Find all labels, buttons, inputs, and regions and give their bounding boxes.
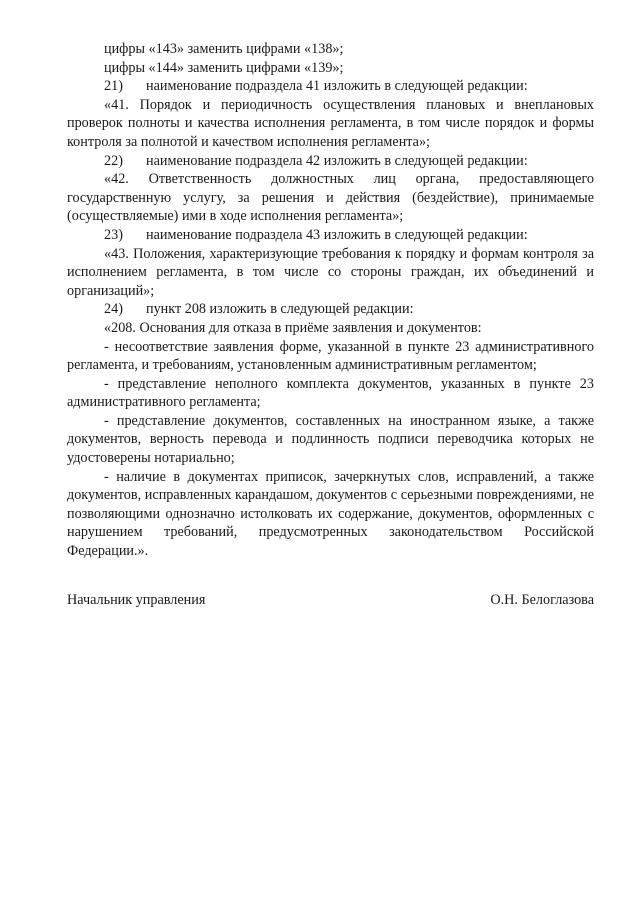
document-body xyxy=(67,40,594,561)
bullet-1: - несоответствие заявления форме, указанной в пункте 23 административного регламента, и требованиям, установленным административным регламентом; xyxy=(67,338,594,374)
bullet-4: - наличие в документах приписок, зачеркнутых слов, исправлений, а также документов, исправленных карандашом, документов с серьезными повреждениями, не позволяющими однозначно истолковать их содержание, документов, оформленных с нарушением требований, предусмотренных законодательством Российской Федерации.». xyxy=(67,468,594,560)
item-21 xyxy=(67,77,594,96)
item-23 xyxy=(67,226,594,245)
signature-block xyxy=(67,591,594,610)
signatory-position: Начальник управления xyxy=(67,592,206,608)
item-22-number: 22) xyxy=(104,152,123,169)
item-23-text: наименование подраздела 43 изложить в следующей редакции: xyxy=(146,226,528,243)
bullet-3: - представление документов, составленных на иностранном языке, а также документов, верность перевода и подлинность подписи переводчика которых не удостоверены нотариально; xyxy=(67,412,594,467)
item-24-text: пункт 208 изложить в следующей редакции: xyxy=(146,301,414,318)
item-21-number: 21) xyxy=(104,78,123,95)
quote-43: «43. Положения, характеризующие требования к порядку и формам контроля за исполнением регламента, в том числе со стороны граждан, их объединений и организаций»; xyxy=(67,245,594,299)
item-22 xyxy=(67,152,594,171)
item-24-number: 24) xyxy=(104,301,123,318)
quote-208: «208. Основания для отказа в приёме заявления и документов: xyxy=(104,319,482,336)
line-144: цифры «144» заменить цифрами «139»; xyxy=(104,59,344,76)
quote-41: «41. Порядок и периодичность осуществления плановых и внеплановых проверок полноты и качества исполнения регламента, в том числе порядок и формы контроля за полнотой и качеством исполнения регламента»; xyxy=(67,96,594,150)
line-143: цифры «143» заменить цифрами «138»; xyxy=(104,41,344,57)
signatory-name: О.Н. Белоглазова xyxy=(490,592,594,608)
item-22-text: наименование подраздела 42 изложить в следующей редакции: xyxy=(146,152,528,169)
bullet-2: - представление неполного комплекта документов, указанных в пункте 23 административного регламента; xyxy=(67,375,594,411)
item-24 xyxy=(67,300,594,319)
item-21-text: наименование подраздела 41 изложить в следующей редакции: xyxy=(146,78,528,95)
quote-42: «42. Ответственность должностных лиц органа, предоставляющего государственную услугу, за решения и действия (бездействие), принимаемые (осуществляемые) ими в ходе исполнения регламента»; xyxy=(67,171,594,225)
item-23-number: 23) xyxy=(104,226,123,243)
